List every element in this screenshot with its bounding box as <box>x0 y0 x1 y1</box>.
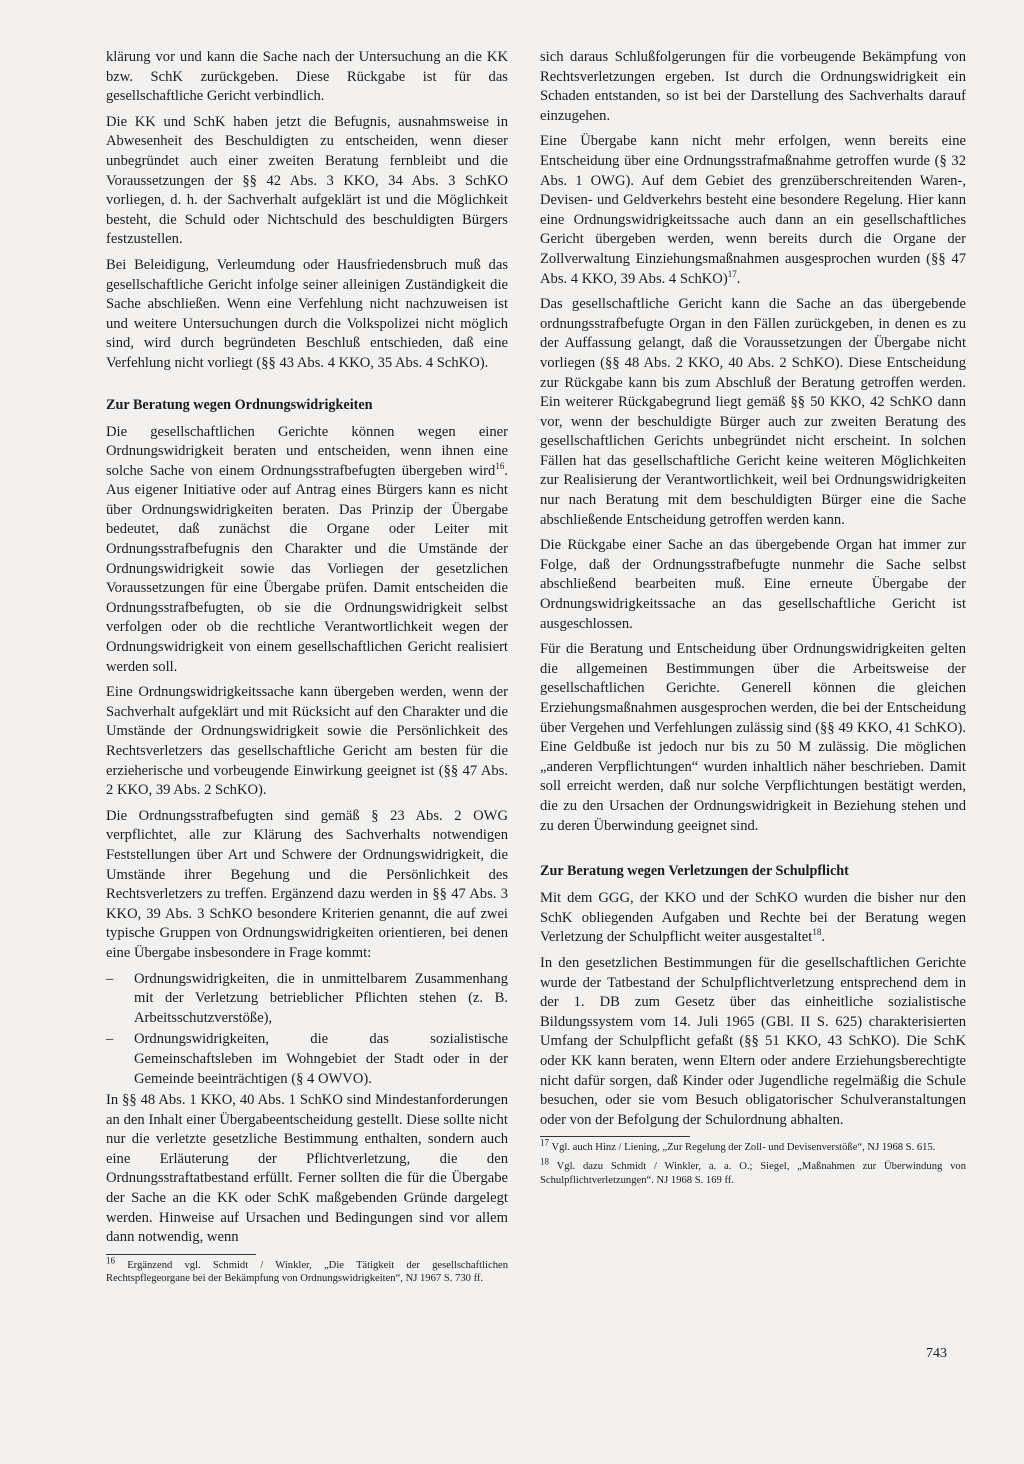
list-item: – Ordnungswidrigkeiten, die das sozialistische Gemeinschaftsleben im Wohngebiet der Stadt oder in der Gemeinde beeinträchtigen (§ 4 OWVO). <box>106 1030 508 1089</box>
paragraph <box>540 889 966 948</box>
section-heading-ordnungswidrigkeiten: Zur Beratung wegen Ordnungswidrigkeiten <box>106 396 373 413</box>
left-column <box>106 48 508 1291</box>
paragraph: Die Rückgabe einer Sache an das übergebende Organ hat immer zur Folge, daß der Ordnungsstrafbefugte nunmehr die Sache selbst abschließend bearbeiten muß. Eine erneute Übergabe der Ordnungswidrigkeitssache an das gesellschaftliche Gericht ist ausgeschlossen. <box>540 537 966 632</box>
footnote-number: 17 <box>540 1137 549 1148</box>
paragraph: Das gesellschaftliche Gericht kann die Sache an das übergebende ordnungsstrafbefugte Organ in den Fällen zurückgeben, in denen es zu der Auffassung gelangt, daß die Voraussetzungen der Übergabe nicht vorliegen (§§ 48 Abs. 2 KKO, 40 Abs. 2 SchKO). Diese Entscheidung zur Rückgabe kann bis zum Abschluß der Beratung getroffen werden. Ein weiterer Rückgabegrund liegt gemäß §§ 50 KKO, 42 SchKO dann vor, wenn der beschuldigte Bürger auch zur zweiten Beratung des gesellschaftlichen Gerichts unbegründet nicht erscheint. In solchen Fällen hat das gesellschaftliche Gericht keine weiteren Möglichkeiten zur Realisierung der Verantwortlichkeit, weil bei Ordnungswidrigkeiten nur nach Beratung mit dem beschuldigten Bürger eine die Sache abschließende Entscheidung getroffen werden kann. <box>540 296 966 528</box>
paragraph: klärung vor und kann die Sache nach der Untersuchung an die KK bzw. SchK zurückgeben. Diese Rückgabe ist für das gesellschaftliche Gericht verbindlich. <box>106 49 508 105</box>
dash-list <box>106 970 508 1090</box>
footnote-18 <box>540 1156 966 1186</box>
footnote-ref-17: 17 <box>727 268 737 279</box>
paragraph <box>106 423 508 678</box>
footnote-text: Vgl. dazu Schmidt / Winkler, a. a. O.; Siegel, „Maßnahmen zur Überwindung von Schulpflichtverletzungen“. NJ 1968 S. 169 ff. <box>540 1161 966 1186</box>
footnote-ref-18: 18 <box>812 927 822 938</box>
paragraph: Für die Beratung und Entscheidung über Ordnungswidrigkeiten gelten die allgemeinen Bestimmungen über die Arbeitsweise der gesellschaftlichen Gerichte. Generell können die gleichen Erziehungsmaßnahmen ausgesprochen werden, die bei der Entscheidung über Vergehen und Verfehlungen zulässig sind (§§ 49 KKO, 41 SchKO). Eine Geldbuße ist jedoch nur bis zu 50 M zulässig. Die möglichen „anderen Verpflichtungen“ wurden inhaltlich näher beschrieben. Damit soll erreicht werden, daß nur solche Verpflichtungen bestätigt werden, die zu den Ursachen der Ordnungswidrigkeit in Beziehung stehen und zu deren Überwindung geeignet sind. <box>540 641 966 834</box>
paragraph: Die KK und SchK haben jetzt die Befugnis, ausnahmsweise in Abwesenheit des Beschuldigten zu entscheiden, wenn dieser unbegründet auch einer zweiten Beratung fernbleibt und die Voraussetzungen der §§ 42 Abs. 3 KKO, 34 Abs. 3 SchKO vorliegen, d. h. der Sachverhalt aufgeklärt ist und die Möglichkeit besteht, die Schuld oder Nichtschuld des beschuldigten Bürgers festzustellen. <box>106 113 508 248</box>
paragraph: In §§ 48 Abs. 1 KKO, 40 Abs. 1 SchKO sind Mindestanforderungen an den Inhalt einer Übergabeentscheidung gestellt. Diese sollte nicht nur die verletzte gesetzliche Bestimmung enthalten, sondern auch eine Erläuterung der Pflichtverletzung, die den Ordnungsstraftatbestand erfüllt. Ferner sollten die für die Übergabe der Sache an die KK oder SchK maßgebenden Gründe dargelegt werden. Hinweise auf Ursachen und Bedingungen sind vor allem dann notwendig, wenn <box>106 1092 508 1246</box>
footnote-text: Vgl. auch Hinz / Liening, „Zur Regelung der Zoll- und Devisenverstöße“, NJ 1968 S. 615. <box>551 1142 936 1154</box>
section-heading-schulpflicht: Zur Beratung wegen Verletzungen der Schulpflicht <box>540 863 849 880</box>
footnote-number: 16 <box>106 1255 115 1266</box>
paragraph: Eine Ordnungswidrigkeitssache kann übergeben werden, wenn der Sachverhalt aufgeklärt und mit Rücksicht auf den Charakter und die Umstände der Ordnungswidrigkeit sowie die Persönlichkeit des Rechtsverletzers das gesellschaftliche Gericht am besten für die erzieherische und vorbeugende Einwirkung geeignet ist (§§ 47 Abs. 2 KKO, 39 Abs. 2 SchKO). <box>106 684 508 799</box>
paragraph-text: Mit dem GGG, der KKO und der SchKO wurden die bisher nur den SchK obliegenden Aufgaben und Rechte bei der Beratung wegen Verletzung der Schulpflicht weiter ausgestaltet <box>540 890 966 946</box>
paragraph: In den gesetzlichen Bestimmungen für die gesellschaftlichen Gerichte wurde der Tatbestand der Schulpflichtverletzung entsprechend dem in der 1. DB zum Gesetz über das einheitliche sozialistische Bildungssystem vom 14. Juli 1965 (GBl. II S. 625) charakterisierten Umfang der Schulpflicht gefaßt (§§ 51 KKO, 43 SchKO). Die SchK oder KK kann beraten, wenn Eltern oder andere Erziehungsberechtigte nicht dafür sorgen, daß Kinder oder Jugendliche regelmäßig die Schule besuchen, oder sie vom Besuch obligatorischer Schulveranstaltungen oder von der Befolgung der Schulordnung abhalten. <box>540 954 966 1128</box>
paragraph-text: . <box>736 270 741 287</box>
footnote-rule <box>106 1254 256 1255</box>
list-item: – Ordnungswidrigkeiten, die in unmittelbarem Zusammenhang mit der Verletzung betrieblicher Pflichten stehen (z. B. Arbeitsschutzverstöße), <box>106 970 508 1029</box>
paragraph-text: . Aus eigener Initiative oder auf Antrag eines Bürgers kann es nicht über Ordnungswidrigkeiten beraten. Das Prinzip der Übergabe bedeutet, daß zunächst die Organe oder Leiter mit Ordnungsstrafbefugnis den Charakter und die Umstände der Ordnungswidrigkeit sowie das Vorliegen der gesetzlichen Voraussetzungen für eine Übergabe prüfen. Damit entscheiden die Ordnungsstrafbefugten, ob sie die Ordnungswidrigkeit selbst verfolgen oder ob die rechtliche Verantwortlichkeit wegen der Ordnungswidrigkeit von einem gesellschaftlichen Gericht realisiert werden soll. <box>106 462 508 675</box>
footnote-rule <box>540 1136 690 1137</box>
footnote-number: 18 <box>540 1156 549 1167</box>
paragraph: Die Ordnungsstrafbefugten sind gemäß § 23 Abs. 2 OWG verpflichtet, alle zur Klärung des Sachverhalts notwendigen Feststellungen über Art und Schwere der Ordnungswidrigkeit, die Umstände ihrer Begehung und die Persönlichkeit des Rechtsverletzers zu treffen. Ergänzend dazu werden in §§ 47 Abs. 3 KKO, 39 Abs. 3 SchKO besondere Kriterien genannt, die auf zwei typische Gruppen von Ordnungswidrigkeiten orientieren, bei denen eine Übergabe insbesondere in Frage kommt: <box>106 807 508 961</box>
page-number: 743 <box>926 1346 947 1361</box>
footnote-16 <box>106 1255 508 1285</box>
footnote-ref-16: 16 <box>495 460 505 471</box>
footnote-text: Ergänzend vgl. Schmidt / Winkler, „Die Tätigkeit der gesellschaftlichen Rechtspflegeorgane bei der Bekämpfung von Ordnungswidrigkeiten“, NJ 1967 S. 730 ff. <box>106 1259 508 1285</box>
paragraph-text: Eine Übergabe kann nicht mehr erfolgen, wenn bereits eine Entscheidung über eine Ordnungsstrafmaßnahme getroffen wurde (§ 32 Abs. 1 OWG). Auf dem Gebiet des grenzüberschreitenden Waren-, Devisen- und Geldverkehrs besteht eine besondere Regelung. Hier kann eine Ordnungswidrigkeitssache auch dann an ein gesellschaftliches Gericht übergeben werden, wenn bereits durch die Organe der Zollverwaltung Einziehungsmaßnahmen ausgesprochen wurden (§§ 47 Abs. 4 KKO, 39 Abs. 4 SchKO) <box>540 133 966 287</box>
paragraph <box>540 132 966 289</box>
right-column <box>540 48 966 1193</box>
paragraph: sich daraus Schlußfolgerungen für die vorbeugende Bekämpfung von Rechtsverletzungen ergeben. Ist durch die Ordnungswidrigkeit ein Schaden entstanden, so ist bei der Darstellung des Sachverhalts darauf einzugehen. <box>540 49 966 124</box>
paragraph: Bei Beleidigung, Verleumdung oder Hausfriedensbruch muß das gesellschaftliche Gericht infolge seiner alleinigen Zuständigkeit die Sache abschließen. Wenn eine Verfehlung nicht nachzuweisen ist und weitere Untersuchungen durch die Volkspolizei nicht möglich sind, wird durch begründeten Beschluß entschieden, daß eine Verfehlung nicht vorliegt (§§ 43 Abs. 4 KKO, 35 Abs. 4 SchKO). <box>106 256 508 371</box>
paragraph-text: Die gesellschaftlichen Gerichte können wegen einer Ordnungswidrigkeit beraten und entscheiden, wenn ihnen eine solche Sache von einem Ordnungsstrafbefugten übergeben wird <box>106 423 508 479</box>
footnote-17 <box>540 1137 966 1154</box>
paragraph-text: . <box>821 929 825 946</box>
